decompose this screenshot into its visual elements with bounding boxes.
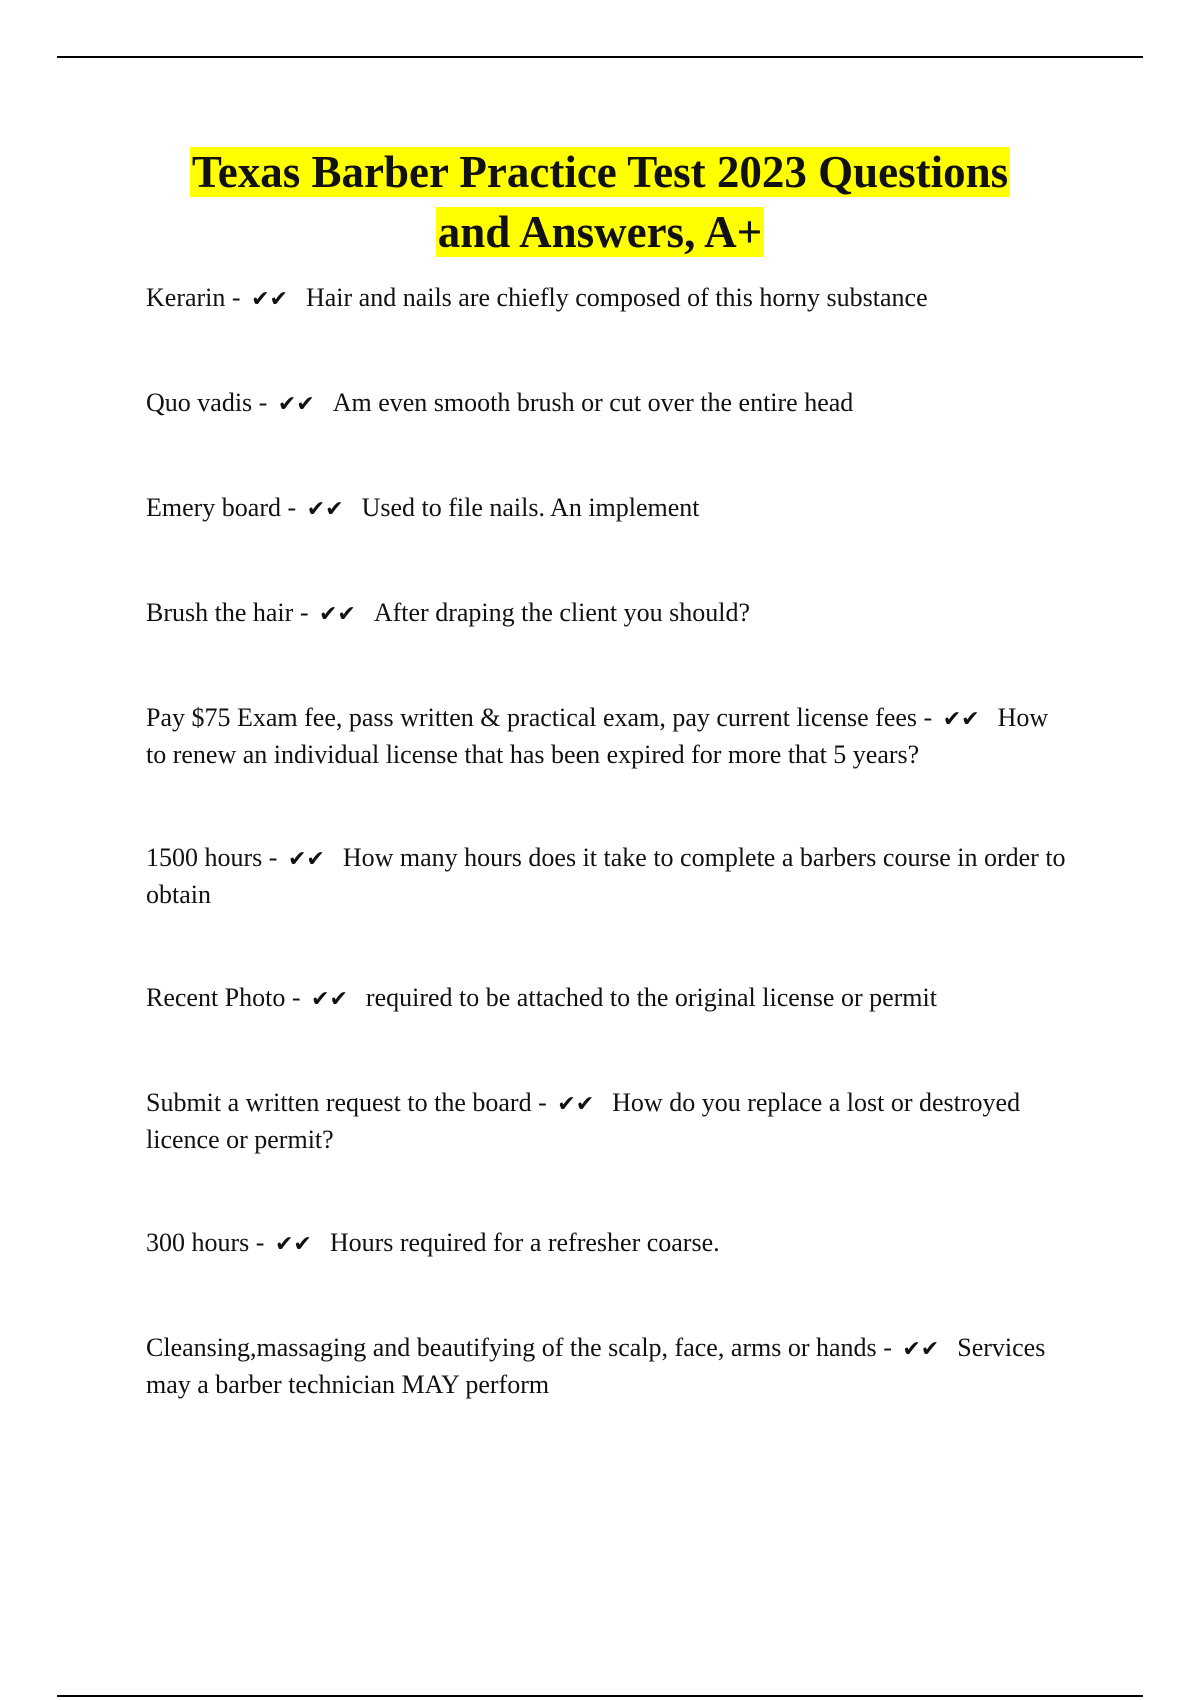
check-mark-icon: ✔✔ bbox=[311, 987, 348, 1012]
qa-separator: - bbox=[876, 1333, 899, 1362]
qa-term: 1500 hours bbox=[146, 843, 263, 872]
qa-separator: - bbox=[531, 1088, 554, 1117]
qa-term: Quo vadis bbox=[146, 388, 253, 417]
qa-item bbox=[146, 840, 1071, 912]
qa-item bbox=[146, 385, 1071, 422]
qa-definition: required to be attached to the original license or permit bbox=[365, 983, 937, 1012]
qa-item bbox=[146, 280, 1071, 317]
qa-term: 300 hours bbox=[146, 1228, 250, 1257]
qa-separator: - bbox=[252, 388, 274, 417]
qa-item bbox=[146, 490, 1071, 527]
qa-item bbox=[146, 1085, 1071, 1157]
qa-definition: How do you replace a lost or destroyed licence or permit? bbox=[146, 1088, 1021, 1154]
page-title bbox=[60, 142, 1140, 262]
qa-definition: Used to file nails. An implement bbox=[361, 493, 700, 522]
qa-term: Recent Photo bbox=[146, 983, 286, 1012]
check-mark-icon: ✔✔ bbox=[274, 1232, 312, 1257]
check-mark-icon: ✔✔ bbox=[902, 1337, 940, 1362]
qa-term: Cleansing,massaging and beautifying of the scalp, face, arms or hands bbox=[146, 1333, 877, 1362]
qa-item bbox=[146, 700, 1071, 772]
qa-separator: - bbox=[917, 703, 939, 732]
qa-definition: Am even smooth brush or cut over the entire head bbox=[332, 388, 854, 417]
qa-definition: Hair and nails are chiefly composed of this horny substance bbox=[305, 283, 928, 312]
qa-definition: After draping the client you should? bbox=[373, 598, 751, 627]
qa-item bbox=[146, 1225, 1071, 1262]
qa-term: Brush the hair bbox=[146, 598, 294, 627]
qa-separator: - bbox=[281, 493, 303, 522]
check-mark-icon: ✔✔ bbox=[251, 287, 288, 312]
qa-separator: - bbox=[225, 283, 248, 312]
title-line-2: and Answers, A+ bbox=[437, 207, 763, 257]
qa-definition: How many hours does it take to complete a barbers course in order to obtain bbox=[146, 843, 1066, 909]
qa-item bbox=[146, 595, 1071, 632]
qa-definition: Services may a barber technician MAY perform bbox=[146, 1333, 1046, 1399]
qa-item bbox=[146, 1330, 1071, 1402]
check-mark-icon: ✔✔ bbox=[287, 847, 325, 872]
check-mark-icon: ✔✔ bbox=[277, 392, 315, 417]
qa-term: Submit a written request to the board bbox=[146, 1088, 532, 1117]
qa-separator: - bbox=[285, 983, 308, 1012]
qa-separator: - bbox=[293, 598, 315, 627]
qa-definition: How to renew an individual license that has been expired for more that 5 years? bbox=[146, 703, 1049, 769]
qa-term: Kerarin bbox=[146, 283, 226, 312]
qa-term: Emery board bbox=[146, 493, 282, 522]
qa-separator: - bbox=[262, 843, 284, 872]
header-rule bbox=[57, 56, 1143, 58]
check-mark-icon: ✔✔ bbox=[557, 1092, 595, 1117]
qa-separator: - bbox=[249, 1228, 271, 1257]
check-mark-icon: ✔✔ bbox=[318, 602, 356, 627]
check-mark-icon: ✔✔ bbox=[306, 497, 344, 522]
qa-definition: Hours required for a refresher coarse. bbox=[329, 1228, 720, 1257]
check-mark-icon: ✔✔ bbox=[942, 707, 980, 732]
qa-list bbox=[146, 280, 1071, 1470]
title-line-1: Texas Barber Practice Test 2023 Questions bbox=[191, 147, 1009, 197]
footer-rule bbox=[57, 1695, 1143, 1697]
qa-term: Pay $75 Exam fee, pass written & practical exam, pay current license fees bbox=[146, 703, 918, 732]
qa-item bbox=[146, 980, 1071, 1017]
